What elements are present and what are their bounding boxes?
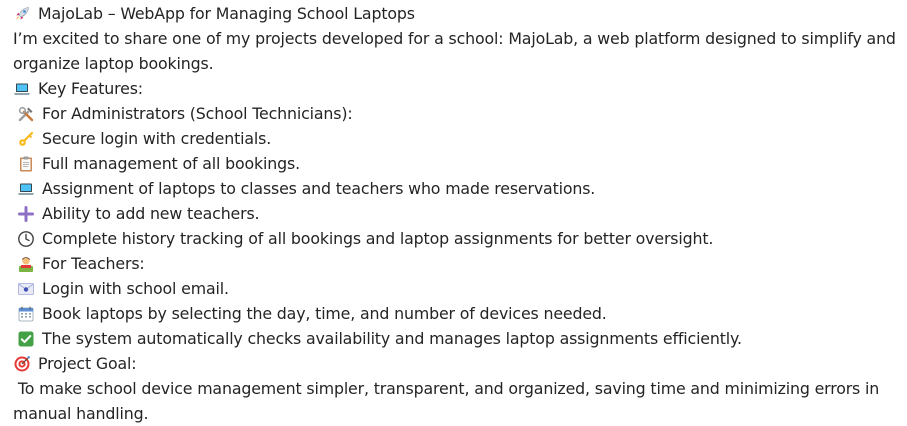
teacher-item-text: The system automatically checks availability and manages laptop assignments efficiently. [42, 329, 742, 348]
tools-icon [17, 105, 35, 123]
admin-item-history [13, 226, 901, 251]
teacher-item-book [13, 301, 901, 326]
laptop-icon [13, 80, 31, 98]
admins-line [13, 101, 901, 126]
post-title: MajoLab – WebApp for Managing School Laptops [38, 4, 415, 23]
teachers-heading: For Teachers: [42, 254, 145, 273]
admin-item-text: Assignment of laptops to classes and teachers who made reservations. [42, 179, 596, 198]
admin-item-text: Full management of all bookings. [42, 154, 300, 173]
admin-item-text: Ability to add new teachers. [42, 204, 260, 223]
intro-text: I’m excited to share one of my projects developed for a school: MajoLab, a web platform designed to simplify and organize laptop bookings. [13, 29, 896, 73]
admins-heading: For Administrators (School Technicians): [42, 104, 353, 123]
teacher-item-text: Book laptops by selecting the day, time, and number of devices needed. [42, 304, 607, 323]
goal-line [13, 351, 901, 376]
admin-item-text: Complete history tracking of all bookings and laptop assignments for better oversight. [42, 229, 714, 248]
key-features-line [13, 76, 901, 101]
email-icon [17, 280, 35, 298]
check-mark-icon [17, 330, 35, 348]
goal-heading: Project Goal: [38, 354, 137, 373]
teacher-item-login [13, 276, 901, 301]
key-features-heading: Key Features: [38, 79, 143, 98]
admin-item-assignment [13, 176, 901, 201]
admin-item-text: Secure login with credentials. [42, 129, 272, 148]
title-line [13, 1, 901, 26]
post-body [13, 1, 901, 426]
teacher-item-text: Login with school email. [42, 279, 229, 298]
teachers-line [13, 251, 901, 276]
admin-item-bookings [13, 151, 901, 176]
key-icon [17, 130, 35, 148]
admin-item-login [13, 126, 901, 151]
plus-icon [17, 205, 35, 223]
admin-item-add-teachers [13, 201, 901, 226]
rocket-icon [13, 5, 31, 23]
target-icon [13, 355, 31, 373]
goal-text: To make school device management simpler, transparent, and organized, saving time and minimizing errors in manual handling. [13, 379, 884, 423]
laptop-icon [17, 180, 35, 198]
clock-icon [17, 230, 35, 248]
teacher-icon [17, 255, 35, 273]
clipboard-icon [17, 155, 35, 173]
calendar-icon [17, 305, 35, 323]
teacher-item-auto [13, 326, 901, 351]
